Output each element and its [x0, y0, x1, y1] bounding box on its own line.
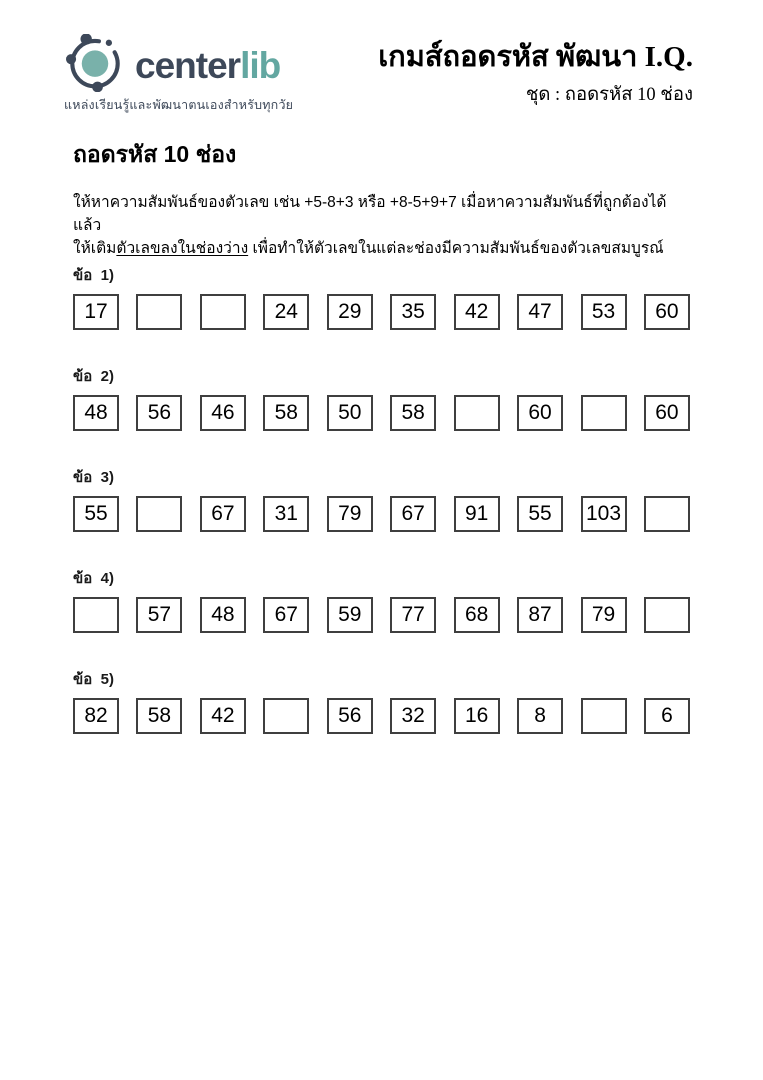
answer-box-empty[interactable]: [136, 294, 182, 330]
number-box: 42: [200, 698, 246, 734]
number-box: 57: [136, 597, 182, 633]
number-box: 58: [390, 395, 436, 431]
answer-box-empty[interactable]: [644, 496, 690, 532]
cell-row: [73, 597, 690, 633]
answer-box-empty[interactable]: [136, 496, 182, 532]
number-box: 48: [73, 395, 119, 431]
instruction-line-2: [73, 237, 693, 260]
number-box: 24: [263, 294, 309, 330]
number-box: 55: [517, 496, 563, 532]
number-box: 42: [454, 294, 500, 330]
cell-row: [73, 496, 690, 532]
answer-box-empty[interactable]: [263, 698, 309, 734]
answer-box-empty[interactable]: [581, 698, 627, 734]
instruction-line-2-suffix: เพื่อทำให้ตัวเลขในแต่ละช่องมีความสัมพันธ์ของตัวเลขสมบูรณ์: [248, 240, 664, 257]
instructions: [73, 191, 693, 260]
instruction-line-2-prefix: ให้เติม: [73, 240, 117, 257]
orbit-atom-icon: [62, 34, 128, 92]
answer-box-empty[interactable]: [73, 597, 119, 633]
question-row: [73, 670, 690, 734]
number-box: 79: [581, 597, 627, 633]
number-box: 59: [327, 597, 373, 633]
number-box: 46: [200, 395, 246, 431]
page-header: [62, 34, 693, 115]
doc-subtitle: ชุด : ถอดรหัส 10 ช่อง: [525, 84, 693, 105]
question-label: ข้อ 3): [73, 469, 114, 486]
number-box: 56: [136, 395, 182, 431]
questions: [73, 266, 690, 771]
question-label: ข้อ 2): [73, 368, 114, 385]
title-block: [378, 34, 693, 109]
number-box: 77: [390, 597, 436, 633]
number-box: 60: [644, 395, 690, 431]
number-box: 79: [327, 496, 373, 532]
number-box: 58: [136, 698, 182, 734]
number-box: 67: [263, 597, 309, 633]
number-box: 103: [581, 496, 627, 532]
question-label: ข้อ 5): [73, 671, 114, 688]
number-box: 29: [327, 294, 373, 330]
number-box: 58: [263, 395, 309, 431]
cell-row: [73, 294, 690, 330]
number-box: 16: [454, 698, 500, 734]
brand-logo: [62, 34, 293, 115]
number-box: 55: [73, 496, 119, 532]
answer-box-empty[interactable]: [644, 597, 690, 633]
question-row: [73, 468, 690, 532]
number-box: 68: [454, 597, 500, 633]
answer-box-empty[interactable]: [200, 294, 246, 330]
brand-name-lib: lib: [240, 44, 281, 86]
number-box: 91: [454, 496, 500, 532]
question-label: ข้อ 1): [73, 267, 114, 284]
answer-box-empty[interactable]: [581, 395, 627, 431]
brand-tagline: แหล่งเรียนรู้และพัฒนาตนเองสำหรับทุกวัย: [64, 98, 294, 112]
number-box: 82: [73, 698, 119, 734]
number-box: 47: [517, 294, 563, 330]
brand-name: [135, 43, 280, 84]
question-row: [73, 367, 690, 431]
number-box: 50: [327, 395, 373, 431]
number-box: 67: [390, 496, 436, 532]
number-box: 8: [517, 698, 563, 734]
number-box: 60: [517, 395, 563, 431]
number-box: 31: [263, 496, 309, 532]
brand-name-center: center: [135, 44, 241, 86]
answer-box-empty[interactable]: [454, 395, 500, 431]
brand-row: [62, 34, 293, 92]
question-row: [73, 569, 690, 633]
number-box: 56: [327, 698, 373, 734]
number-box: 87: [517, 597, 563, 633]
number-box: 53: [581, 294, 627, 330]
instruction-line-1: ให้หาความสัมพันธ์ของตัวเลข เช่น +5-8+3 หรือ +8-5+9+7 เมื่อหาความสัมพันธ์ที่ถูกต้องได้แล้ว: [73, 194, 667, 234]
instruction-line-2-underlined: ตัวเลขลงในช่องว่าง: [116, 240, 249, 257]
number-box: 60: [644, 294, 690, 330]
doc-title: เกมส์ถอดรหัส พัฒนา I.Q.: [378, 41, 693, 73]
number-box: 17: [73, 294, 119, 330]
cell-row: [73, 395, 690, 431]
section-heading: ถอดรหัส 10 ช่อง: [73, 141, 237, 167]
number-box: 67: [200, 496, 246, 532]
number-box: 35: [390, 294, 436, 330]
number-box: 32: [390, 698, 436, 734]
number-box: 48: [200, 597, 246, 633]
cell-row: [73, 698, 690, 734]
question-row: [73, 266, 690, 330]
number-box: 6: [644, 698, 690, 734]
question-label: ข้อ 4): [73, 570, 114, 587]
